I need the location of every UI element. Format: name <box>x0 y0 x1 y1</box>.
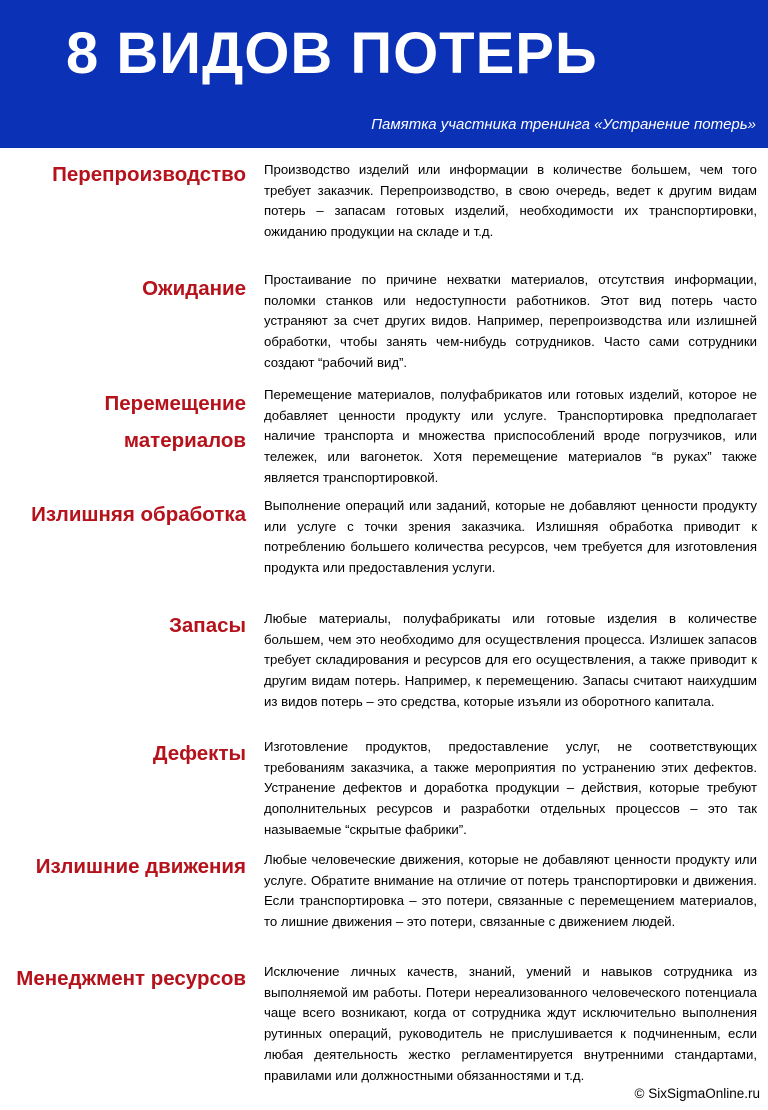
waste-term: Перемещение материалов <box>104 392 246 452</box>
waste-description: Перемещение материалов, полуфабрикатов или готовых изделий, которое не добавляет ценности продукту или услуге. Транспортировка предполагает наличие транспорта и множества приспособлений вроде погрузчиков, или тележек, или вагонеток. Хотя перемещение материалов “в руках” также является транспортировкой. <box>264 387 757 485</box>
title-banner <box>0 0 768 148</box>
waste-description: Любые человеческие движения, которые не добавляют ценности продукту или услуге. Обратите внимание на отличие от потерь транспортировки и движения. Если транспортировка – это потери, связанные с перемещением материалов, то лишние движения – это потери, связанные с движением людей. <box>264 852 757 930</box>
waste-term: Дефекты <box>152 742 246 765</box>
waste-description: Исключение личных качеств, знаний, умений и навыков сотрудника из выполняемой им работы. Потери нереализованного человеческого потенциала чаще всего возникают, когда от сотрудника ждут исключительно выполнения рутинных операций, руководитель не прислушивается к подчиненным, если любая деятельность жестко регламентируется внутренними стандартами, правилами или должностными обязанностями и т.д. <box>264 964 757 1083</box>
waste-description: Изготовление продуктов, предоставление услуг, не соответствующих требованиям заказчика, а также мероприятия по устранению этих дефектов. Устранение дефектов и доработка продукции – действия, которые требуют дополнительных ресурсов и разработки отдельных процессов – это так называемые “скрытые фабрики”. <box>264 739 757 837</box>
waste-description: Простаивание по причине нехватки материалов, отсутствия информации, поломки станков или недоступности работников. Этот вид потерь часто устраняют за счет других видов. Например, перепроизводства или излишней обработки, чтобы занять чем-нибудь сотрудников. Часто сами сотрудники создают “рабочий вид”. <box>264 272 757 370</box>
waste-term: Перепроизводство <box>52 163 246 186</box>
waste-term: Запасы <box>169 614 246 637</box>
waste-description: Выполнение операций или заданий, которые не добавляют ценности продукту или услуге с точки зрения заказчика. Излишняя обработка приводит к потреблению большего количества ресурсов, чем требуется для изготовления продукта или предоставления услуги. <box>264 498 757 576</box>
waste-term: Менеджмент ресурсов <box>16 967 246 990</box>
copyright-notice: © SixSigmaOnline.ru <box>634 1086 760 1101</box>
waste-term: Излишняя обработка <box>31 503 246 526</box>
waste-term: Ожидание <box>142 277 246 300</box>
page-title: 8 ВИДОВ ПОТЕРЬ <box>66 21 598 86</box>
page-subtitle: Памятка участника тренинга «Устранение потерь» <box>371 116 756 133</box>
waste-term: Излишние движения <box>35 855 246 878</box>
waste-description: Любые материалы, полуфабрикаты или готовые изделия в количестве большем, чем это необходимо для осуществления процесса. Излишек запасов требует складирования и ресурсов для его осуществления, а также приводит к другим видам потерь. Например, к перемещению. Запасы считают наихудшим из видов потерь – это средства, которые изъяли из оборотного капитала. <box>264 611 757 709</box>
waste-description: Производство изделий или информации в количестве большем, чем того требует заказчик. Перепроизводство, в свою очередь, ведет к другим видам потерь – запасам готовых изделий, необходимости их транспортировки, ожиданию продукции на складе и т.д. <box>264 162 757 240</box>
